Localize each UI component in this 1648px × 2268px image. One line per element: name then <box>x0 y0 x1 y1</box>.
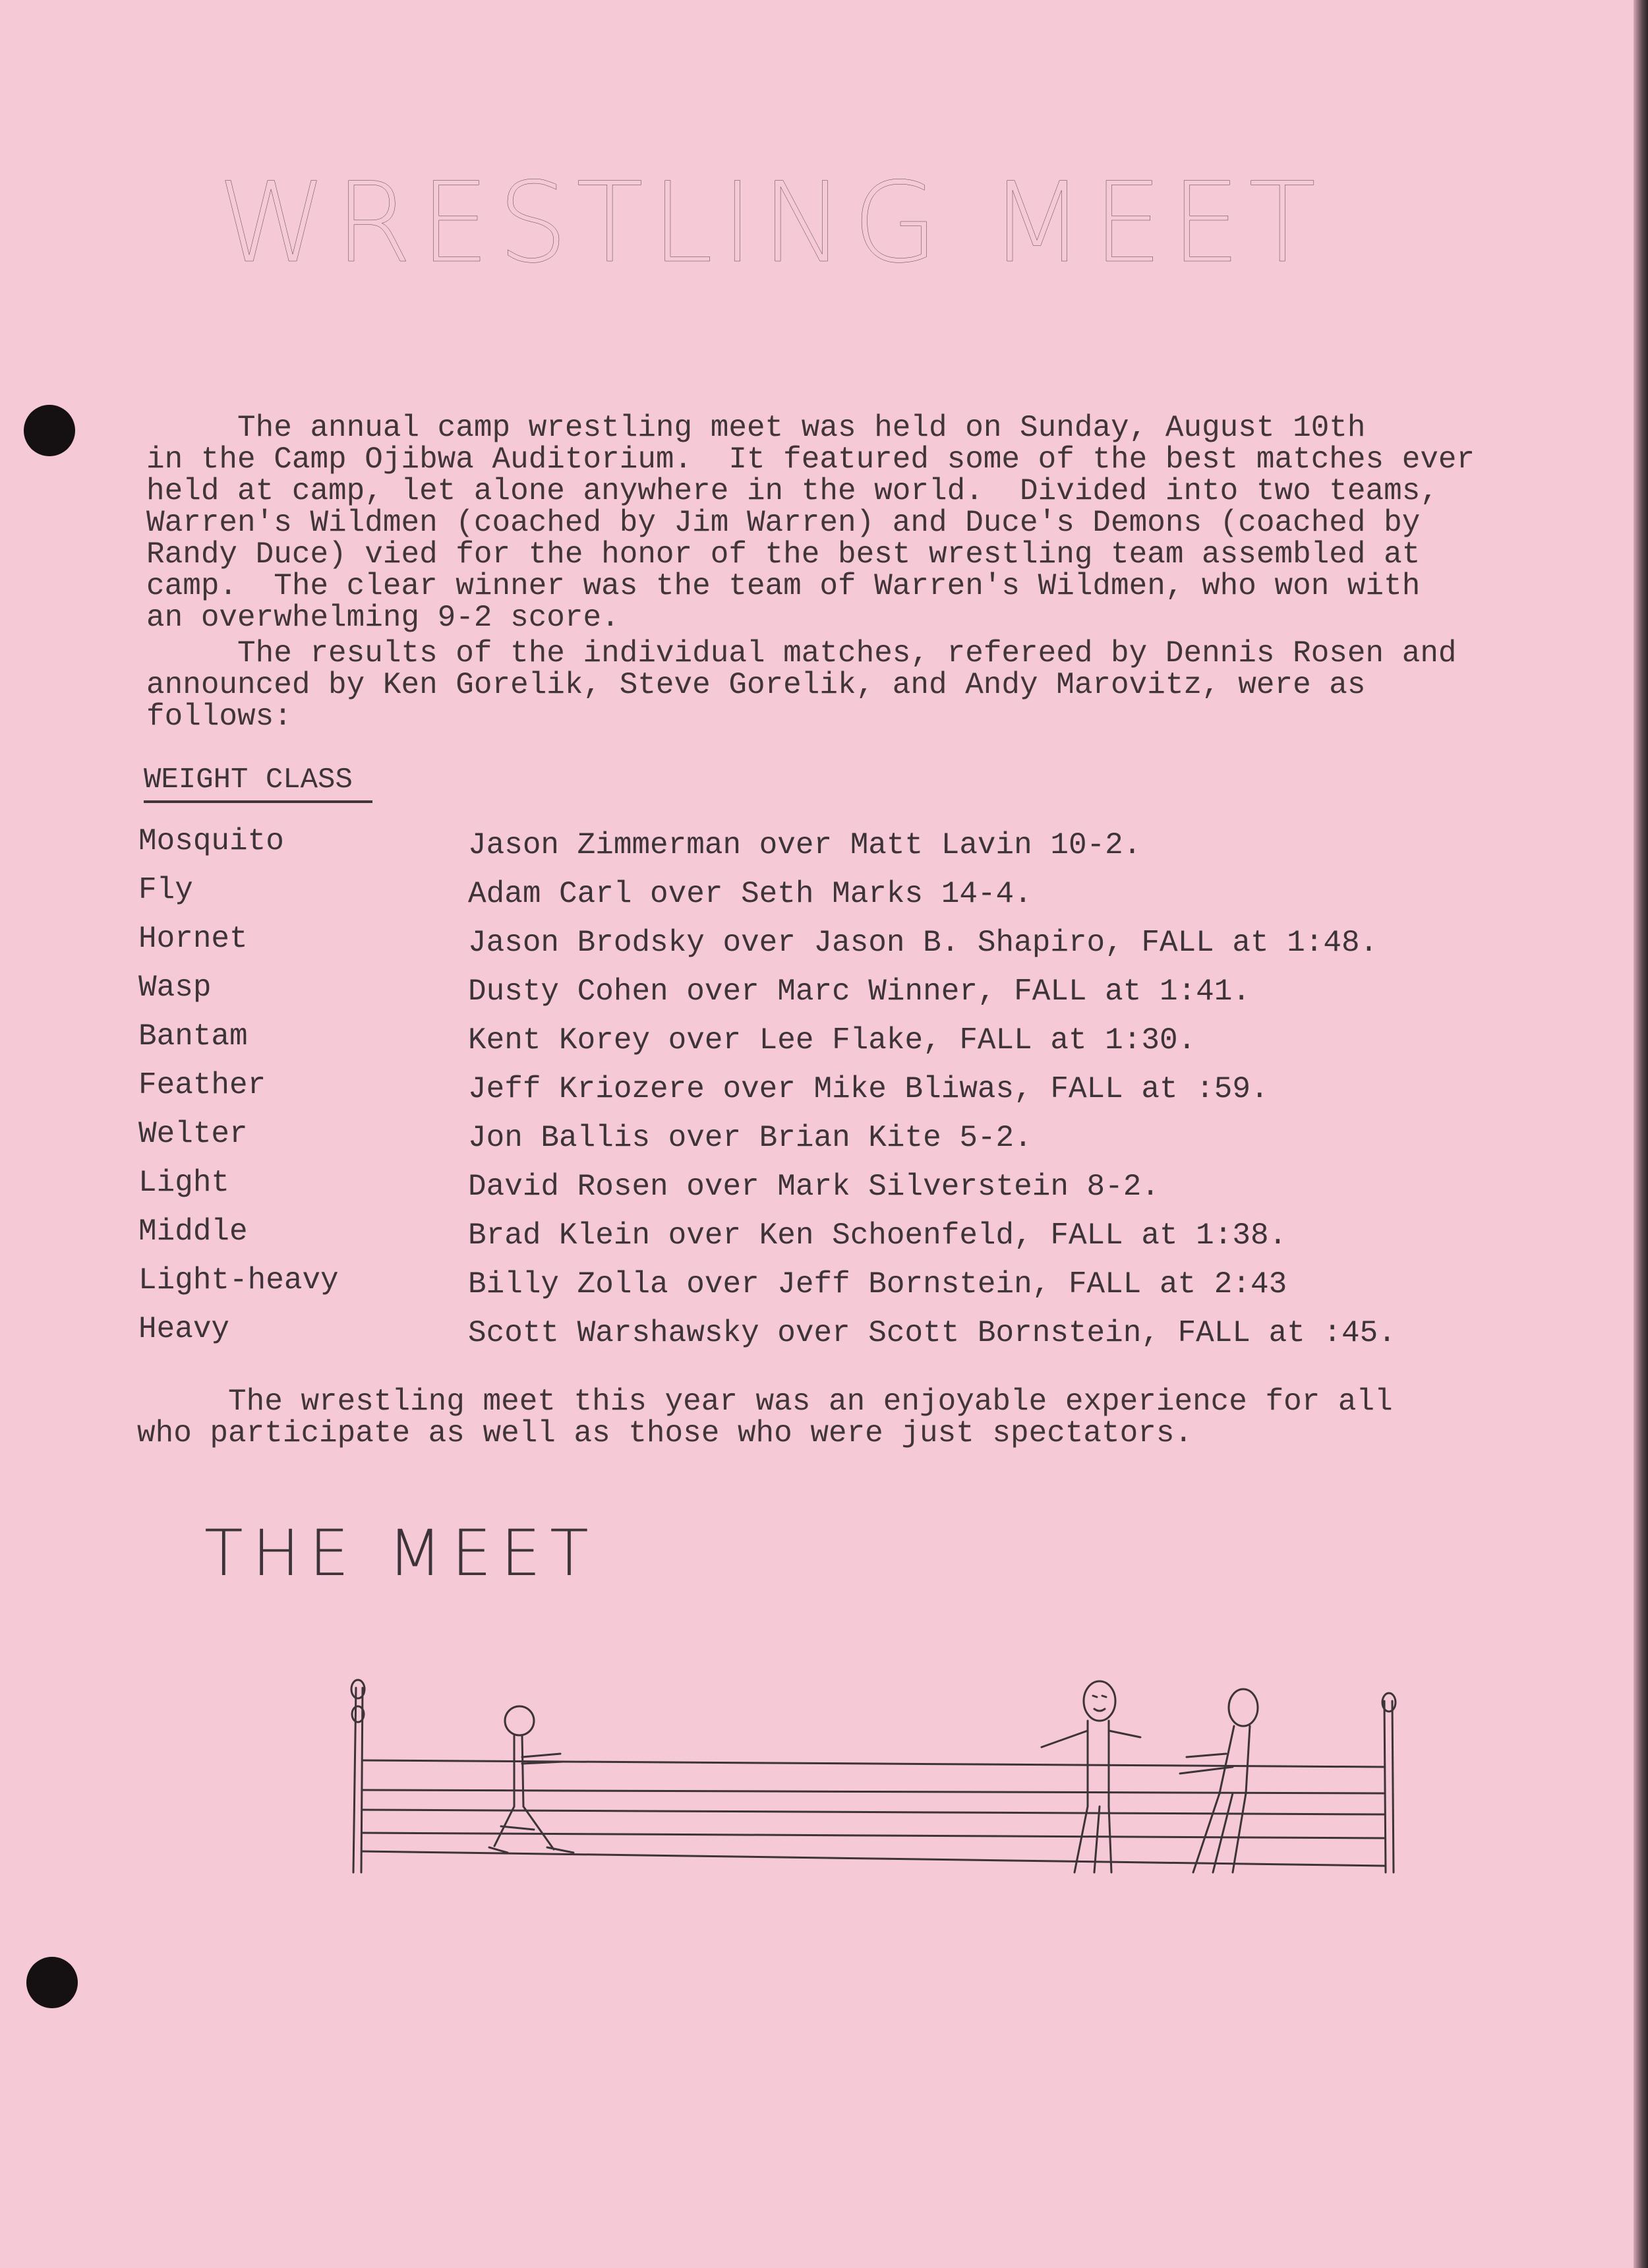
page-edge-shadow <box>1633 0 1648 2268</box>
result-row <box>138 824 1589 873</box>
weight-class-name: Fly <box>138 873 193 907</box>
result-row <box>138 1263 1589 1312</box>
match-result: Brad Klein over Ken Schoenfeld, FALL at 1:38. <box>468 1218 1287 1253</box>
weight-class-name: Mosquito <box>138 824 284 858</box>
closing-paragraph: The wrestling meet this year was an enjoyable experience for all who participate as well as those who were just spectators. <box>137 1385 1393 1450</box>
weight-class-name: Light-heavy <box>138 1263 339 1298</box>
weight-class-name: Wasp <box>138 970 212 1005</box>
weight-class-name: Bantam <box>138 1019 248 1054</box>
wrestling-ring-drawing <box>336 1675 1444 1886</box>
match-result: Jeff Kriozere over Mike Bliwas, FALL at :59. <box>468 1072 1269 1106</box>
match-result: Billy Zolla over Jeff Bornstein, FALL at 2:43 <box>468 1267 1287 1301</box>
result-row <box>138 1117 1589 1166</box>
drawing-title: THE MEET <box>204 1516 598 1590</box>
match-result: David Rosen over Mark Silverstein 8-2. <box>468 1170 1160 1204</box>
weight-class-name: Light <box>138 1166 230 1200</box>
match-result: Kent Korey over Lee Flake, FALL at 1:30. <box>468 1023 1196 1058</box>
match-result: Jason Brodsky over Jason B. Shapiro, FALL at 1:48. <box>468 926 1378 960</box>
weight-class-name: Hornet <box>138 922 248 956</box>
result-row <box>138 1312 1589 1361</box>
weight-class-name: Welter <box>138 1117 248 1151</box>
intro-paragraph: The annual camp wrestling meet was held on Sunday, August 10th in the Camp Ojibwa Auditorium. It featured some of the best matches ever held at camp, let alone anywhere in the world. Divided into two teams, Warren's Wildmen (coached by Jim Warren) and Duce's Demons (coached by Randy Duce) vied for the honor of the best wrestling team assembled at camp. The clear winner was the team of Warren's Wildmen, who won with an overwhelming 9-2 score. <box>146 411 1475 635</box>
weight-class-name: Feather <box>138 1068 266 1102</box>
result-row <box>138 1214 1589 1263</box>
result-row <box>138 1019 1589 1068</box>
page-title: WRESTLING MEET <box>218 158 1324 287</box>
weight-class-name: Heavy <box>138 1312 230 1346</box>
result-row <box>138 873 1589 922</box>
weight-class-header: WEIGHT CLASS <box>144 763 372 803</box>
match-result: Jon Ballis over Brian Kite 5-2. <box>468 1121 1032 1155</box>
results-intro-paragraph: The results of the individual matches, refereed by Dennis Rosen and announced by Ken Gorelik, Steve Gorelik, and Andy Marovitz, were as follows: <box>146 636 1457 734</box>
match-result: Jason Zimmerman over Matt Lavin 10-2. <box>468 828 1142 862</box>
match-result: Dusty Cohen over Marc Winner, FALL at 1:41. <box>468 974 1251 1009</box>
binder-hole-bottom <box>26 1957 78 2008</box>
match-result: Scott Warshawsky over Scott Bornstein, FALL at :45. <box>468 1316 1396 1350</box>
result-row <box>138 970 1589 1019</box>
result-row <box>138 1068 1589 1117</box>
match-result: Adam Carl over Seth Marks 14-4. <box>468 877 1032 911</box>
weight-class-name: Middle <box>138 1214 248 1249</box>
results-list <box>138 824 1589 1361</box>
result-row <box>138 922 1589 970</box>
result-row <box>138 1166 1589 1214</box>
binder-hole-top <box>24 405 75 456</box>
